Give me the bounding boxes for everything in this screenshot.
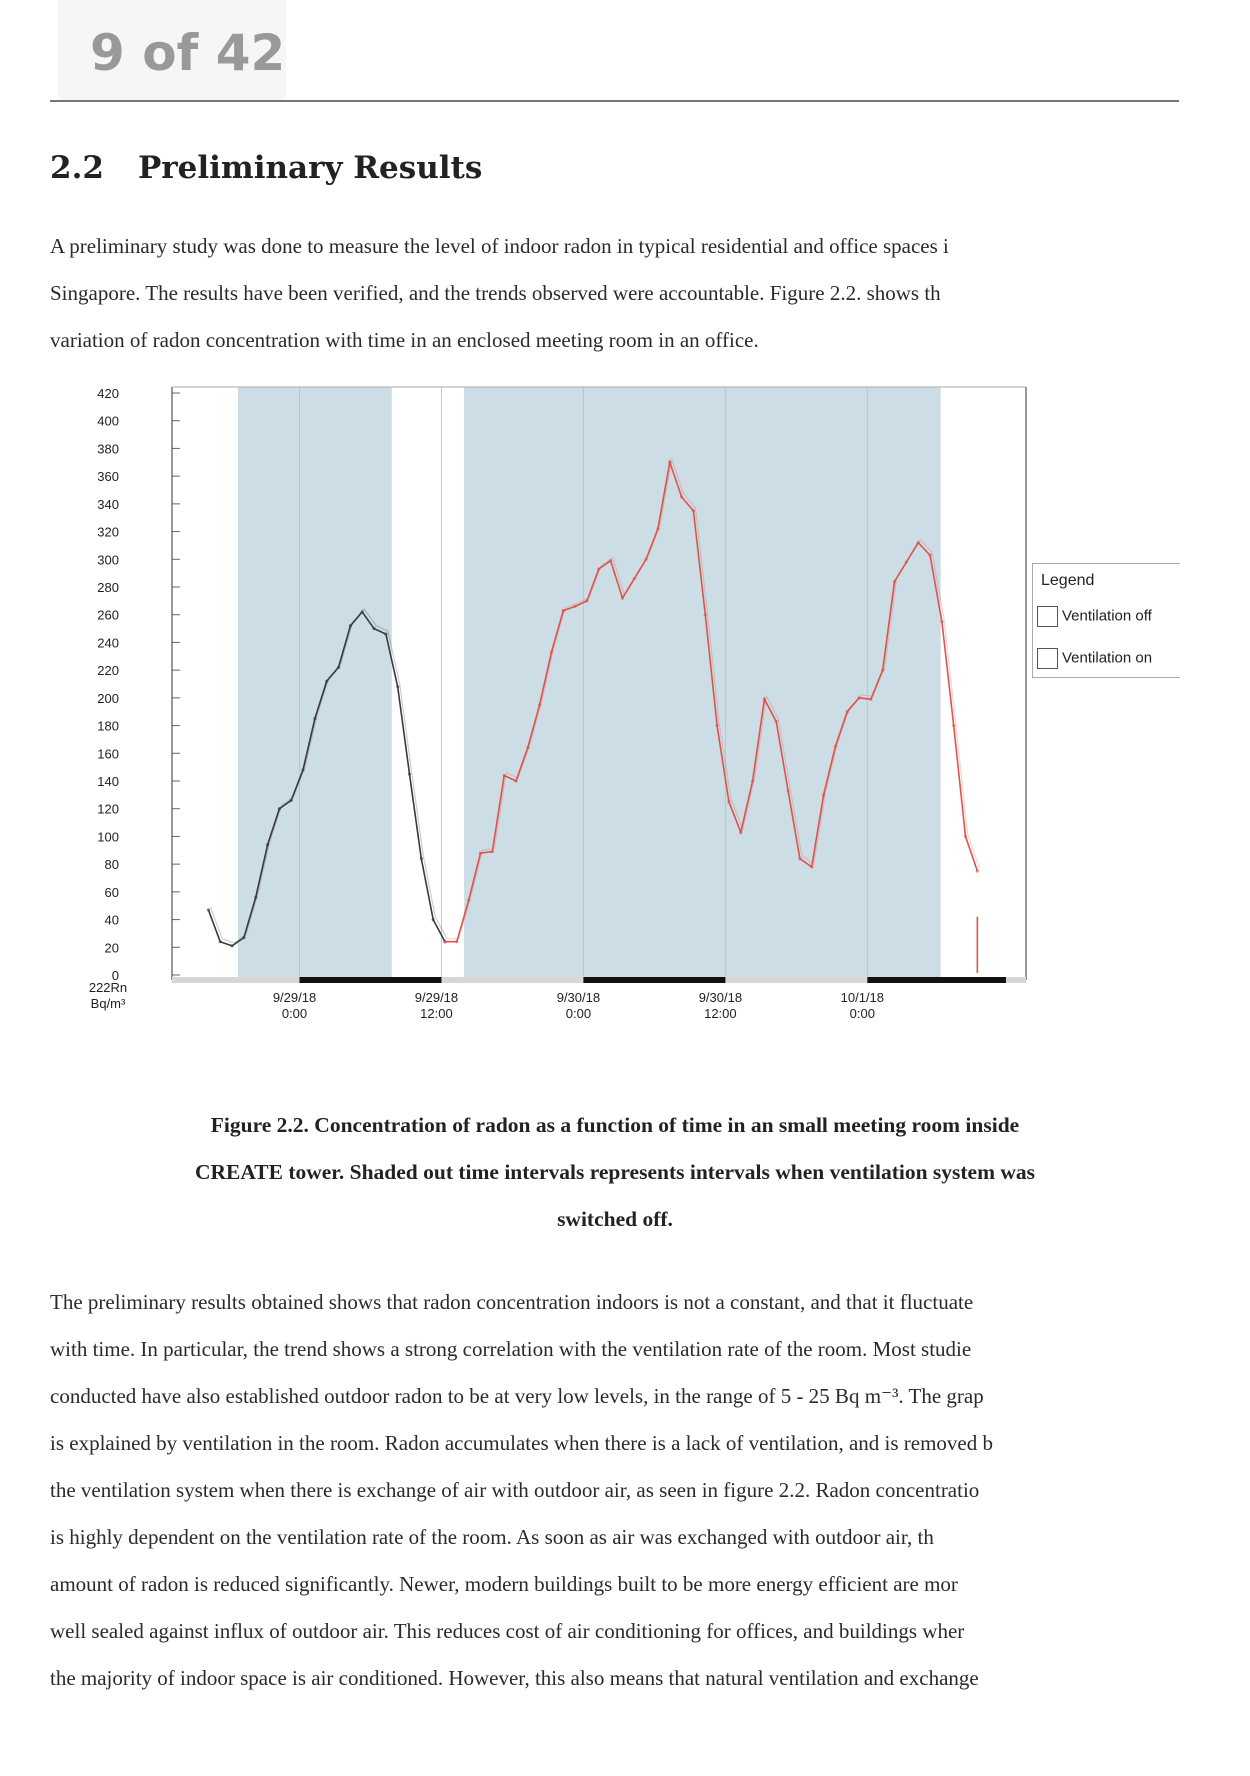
y-tick-label: 220	[97, 663, 119, 679]
data-point	[952, 724, 955, 727]
night-bar	[300, 977, 442, 983]
y-tick-label: 280	[97, 580, 119, 595]
section-number: 2.2	[50, 150, 104, 186]
data-point	[337, 666, 340, 669]
data-point	[704, 613, 707, 616]
legend-title: Legend	[1041, 572, 1095, 589]
x-tick-label: 9/29/18	[272, 990, 317, 1005]
data-point	[834, 745, 837, 748]
data-point	[893, 580, 896, 583]
data-point	[798, 857, 801, 860]
y-tick-label: 260	[97, 607, 119, 623]
text-line: well sealed against influx of outdoor air. This reduces cost of air conditioning for offices, and buildings wher	[50, 1619, 965, 1643]
header-rule	[50, 100, 1179, 102]
empty-checkbox-icon	[1037, 648, 1058, 669]
ventilation-off-band	[464, 387, 941, 979]
data-point	[786, 789, 789, 792]
y-tick-label: 80	[104, 857, 119, 873]
data-point	[609, 559, 612, 562]
empty-checkbox-icon	[1037, 606, 1058, 627]
data-point	[550, 651, 553, 654]
data-point	[290, 799, 293, 802]
data-point	[361, 610, 364, 613]
data-point	[254, 896, 257, 899]
data-point	[313, 717, 316, 720]
data-point	[443, 940, 446, 943]
y-unit-label: Bq/m³	[90, 996, 126, 1011]
y-tick-label: 100	[97, 829, 119, 845]
data-point	[881, 669, 884, 672]
data-point	[597, 567, 600, 570]
data-point	[940, 620, 943, 623]
y-tick-label: 20	[104, 940, 119, 956]
data-point	[396, 685, 399, 688]
y-tick-label: 0	[111, 968, 119, 983]
text-line: variation of radon concentration with time in an enclosed meeting room in an office.	[50, 328, 759, 352]
section-title: Preliminary Results	[138, 150, 483, 186]
data-point	[645, 558, 648, 561]
y-tick-label: 180	[97, 718, 119, 734]
data-point	[751, 779, 754, 782]
data-point	[917, 541, 920, 544]
caption-line: Figure 2.2. Concentration of radon as a function of time in an small meeting room inside	[210, 1113, 1020, 1137]
night-bar	[867, 977, 1006, 983]
y-unit-label: 222Rn	[88, 980, 128, 995]
data-point	[621, 596, 624, 599]
data-point	[585, 599, 588, 602]
text-line: A preliminary study was done to measure the level of indoor radon in typical residential and office spaces i	[50, 234, 949, 258]
body-paragraph	[50, 1279, 1250, 1702]
data-point	[692, 509, 695, 512]
radon-chart	[88, 381, 1012, 1021]
data-point	[219, 940, 222, 943]
data-point	[869, 698, 872, 701]
data-point	[230, 944, 233, 947]
data-point	[538, 703, 541, 706]
legend-item-ventilation-on	[1037, 648, 1152, 669]
data-point	[503, 774, 506, 777]
legend-label: Ventilation on	[1062, 649, 1153, 667]
data-point	[207, 908, 210, 911]
y-tick-label: 60	[104, 884, 119, 900]
data-point	[964, 835, 967, 838]
x-tick-label: 0:00	[565, 1006, 592, 1021]
data-point	[384, 633, 387, 636]
x-tick-label: 0:00	[281, 1006, 308, 1021]
data-point	[928, 554, 931, 557]
data-point	[727, 800, 730, 803]
data-point	[491, 850, 494, 853]
data-point	[408, 772, 411, 775]
text-line: Singapore. The results have been verified, and the trends observed were accountable. Figure 2.2. shows th	[50, 281, 941, 305]
figure-caption	[60, 1102, 1170, 1243]
data-point	[514, 779, 517, 782]
data-point	[846, 710, 849, 713]
section-heading	[50, 150, 482, 186]
data-point	[633, 577, 636, 580]
y-tick-label: 300	[97, 552, 119, 568]
text-line: the majority of indoor space is air conditioned. However, this also means that natural ventilation and exchange	[50, 1666, 979, 1690]
y-tick-label: 360	[97, 469, 119, 485]
data-point	[668, 461, 671, 464]
y-tick-label: 140	[97, 774, 119, 789]
data-point	[822, 793, 825, 796]
y-tick-label: 120	[97, 801, 119, 817]
x-tick-label: 9/30/18	[698, 990, 743, 1005]
y-tick-label: 420	[97, 386, 119, 401]
legend-label: Ventilation off	[1062, 607, 1152, 625]
text-line: amount of radon is reduced significantly. Newer, modern buildings built to be more energy efficient are mor	[50, 1572, 958, 1596]
data-point	[455, 940, 458, 943]
y-tick-label: 400	[97, 413, 119, 429]
x-tick-label: 9/30/18	[556, 990, 601, 1005]
text-line: with time. In particular, the trend shows a strong correlation with the ventilation rate of the room. Most studie	[50, 1337, 972, 1361]
data-point	[242, 936, 245, 939]
page-indicator-text: 9 of 42	[90, 24, 286, 82]
y-tick-label: 340	[97, 496, 119, 512]
text-line: The preliminary results obtained shows that radon concentration indoors is not a constant, and that it fluctuate	[50, 1290, 974, 1314]
data-point	[562, 609, 565, 612]
y-tick-label: 320	[97, 524, 119, 540]
data-point	[976, 869, 979, 872]
x-tick-label: 9/29/18	[414, 990, 459, 1005]
chart-legend	[1032, 563, 1180, 678]
night-bar	[583, 977, 725, 983]
data-point	[432, 918, 435, 921]
data-point	[574, 605, 577, 608]
data-point	[349, 624, 352, 627]
data-point	[301, 768, 304, 771]
data-point	[810, 865, 813, 868]
data-point	[656, 527, 659, 530]
legend-item-ventilation-off	[1037, 606, 1152, 627]
data-point	[467, 899, 470, 902]
x-tick-label: 12:00	[420, 1006, 453, 1021]
x-tick-label: 12:00	[704, 1006, 737, 1021]
page-indicator	[58, 0, 286, 100]
data-point	[905, 560, 908, 563]
intro-paragraph	[50, 223, 1250, 364]
y-tick-label: 380	[97, 441, 119, 457]
ventilation-off-band	[238, 387, 392, 979]
data-point	[857, 696, 860, 699]
data-point	[325, 680, 328, 683]
text-line: is explained by ventilation in the room. Radon accumulates when there is a lack of ventilation, and is removed b	[50, 1431, 993, 1455]
data-point	[479, 851, 482, 854]
y-tick-label: 40	[104, 912, 119, 928]
y-tick-label: 160	[97, 746, 119, 762]
caption-line: switched off.	[557, 1207, 673, 1231]
data-point	[278, 807, 281, 810]
data-point	[775, 720, 778, 723]
data-point	[715, 724, 718, 727]
text-line: is highly dependent on the ventilation rate of the room. As soon as air was exchanged with outdoor air, th	[50, 1525, 934, 1549]
x-tick-label: 0:00	[849, 1006, 875, 1021]
data-point	[680, 495, 683, 498]
data-point	[763, 698, 766, 701]
y-tick-label: 240	[97, 635, 119, 651]
data-point	[420, 857, 423, 860]
text-line: the ventilation system when there is exchange of air with outdoor air, as seen in figure 2.2. Radon concentratio	[50, 1478, 980, 1502]
data-point	[526, 746, 529, 749]
data-point	[372, 627, 375, 630]
y-tick-label: 200	[97, 690, 119, 706]
data-point	[266, 843, 269, 846]
data-point	[739, 831, 742, 834]
x-tick-label: 10/1/18	[840, 990, 885, 1005]
text-line: conducted have also established outdoor radon to be at very low levels, in the range of 5 - 25 Bq m⁻³. The grap	[50, 1384, 984, 1408]
caption-line: CREATE tower. Shaded out time intervals represents intervals when ventilation system was	[194, 1160, 1036, 1184]
